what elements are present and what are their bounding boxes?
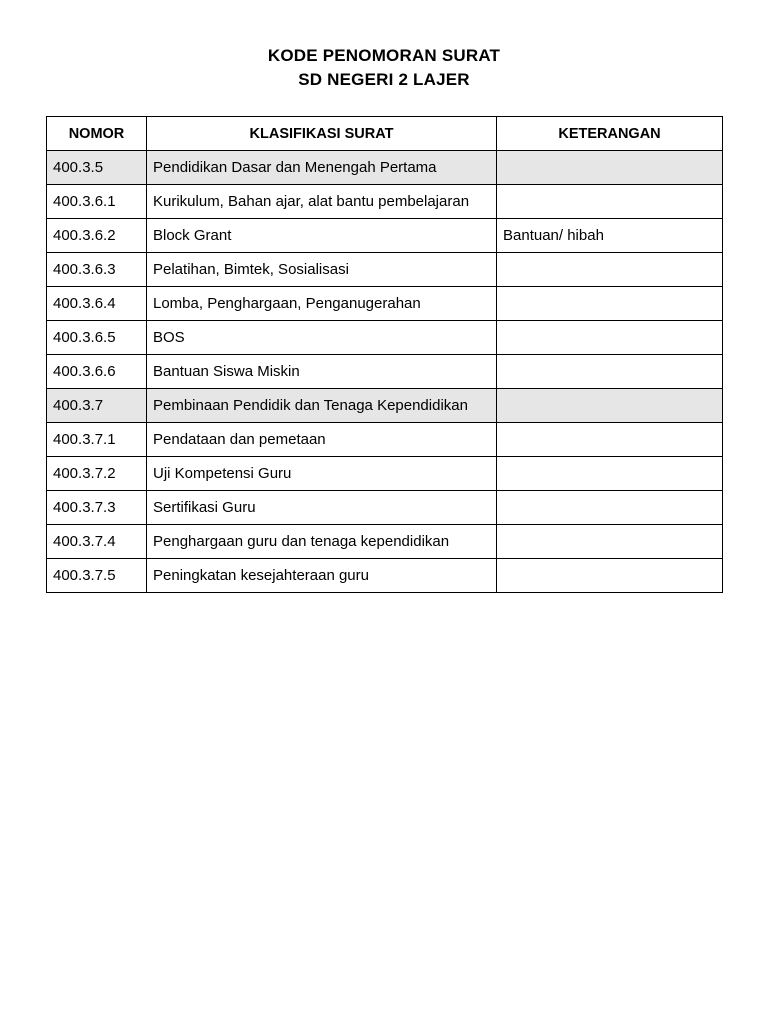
document-subtitle: SD NEGERI 2 LAJER xyxy=(298,70,470,89)
cell-nomor: 400.3.6.2 xyxy=(47,219,147,253)
document-title: KODE PENOMORAN SURAT xyxy=(267,46,501,65)
cell-klasifikasi: Block Grant xyxy=(147,219,497,253)
table-row xyxy=(47,151,723,185)
table-row xyxy=(47,287,723,321)
table-row xyxy=(47,185,723,219)
cell-klasifikasi: BOS xyxy=(147,321,497,355)
cell-klasifikasi: Uji Kompetensi Guru xyxy=(147,457,497,491)
cell-klasifikasi: Bantuan Siswa Miskin xyxy=(147,355,497,389)
cell-keterangan xyxy=(497,185,723,219)
cell-keterangan xyxy=(497,287,723,321)
cell-nomor: 400.3.7.3 xyxy=(47,491,147,525)
cell-keterangan xyxy=(497,423,723,457)
cell-nomor: 400.3.6.6 xyxy=(47,355,147,389)
cell-klasifikasi: Pendidikan Dasar dan Menengah Pertama xyxy=(147,151,497,185)
document-title-block xyxy=(0,44,768,92)
cell-keterangan xyxy=(497,389,723,423)
cell-klasifikasi: Sertifikasi Guru xyxy=(147,491,497,525)
letter-code-table xyxy=(46,116,723,593)
table-row xyxy=(47,491,723,525)
cell-nomor: 400.3.7.2 xyxy=(47,457,147,491)
header-keterangan: KETERANGAN xyxy=(497,117,723,151)
cell-keterangan xyxy=(497,321,723,355)
header-nomor: NOMOR xyxy=(47,117,147,151)
cell-klasifikasi: Pembinaan Pendidik dan Tenaga Kependidikan xyxy=(147,389,497,423)
table-row xyxy=(47,389,723,423)
cell-nomor: 400.3.6.3 xyxy=(47,253,147,287)
cell-keterangan xyxy=(497,491,723,525)
header-klasifikasi: KLASIFIKASI SURAT xyxy=(147,117,497,151)
cell-klasifikasi: Peningkatan kesejahteraan guru xyxy=(147,559,497,593)
table-header-row xyxy=(47,117,723,151)
cell-keterangan: Bantuan/ hibah xyxy=(497,219,723,253)
cell-nomor: 400.3.6.1 xyxy=(47,185,147,219)
table-row xyxy=(47,253,723,287)
cell-nomor: 400.3.5 xyxy=(47,151,147,185)
cell-klasifikasi: Penghargaan guru dan tenaga kependidikan xyxy=(147,525,497,559)
table-row xyxy=(47,423,723,457)
cell-nomor: 400.3.7 xyxy=(47,389,147,423)
cell-keterangan xyxy=(497,559,723,593)
cell-klasifikasi: Pendataan dan pemetaan xyxy=(147,423,497,457)
cell-nomor: 400.3.7.4 xyxy=(47,525,147,559)
cell-keterangan xyxy=(497,253,723,287)
cell-klasifikasi: Lomba, Penghargaan, Penganugerahan xyxy=(147,287,497,321)
cell-keterangan xyxy=(497,457,723,491)
table-row xyxy=(47,559,723,593)
cell-keterangan xyxy=(497,151,723,185)
cell-nomor: 400.3.7.1 xyxy=(47,423,147,457)
table-row xyxy=(47,355,723,389)
cell-keterangan xyxy=(497,355,723,389)
cell-nomor: 400.3.6.4 xyxy=(47,287,147,321)
table-row xyxy=(47,457,723,491)
cell-nomor: 400.3.6.5 xyxy=(47,321,147,355)
cell-klasifikasi: Pelatihan, Bimtek, Sosialisasi xyxy=(147,253,497,287)
table-row xyxy=(47,321,723,355)
cell-klasifikasi: Kurikulum, Bahan ajar, alat bantu pembelajaran xyxy=(147,185,497,219)
table-row xyxy=(47,525,723,559)
cell-keterangan xyxy=(497,525,723,559)
table-row xyxy=(47,219,723,253)
cell-nomor: 400.3.7.5 xyxy=(47,559,147,593)
